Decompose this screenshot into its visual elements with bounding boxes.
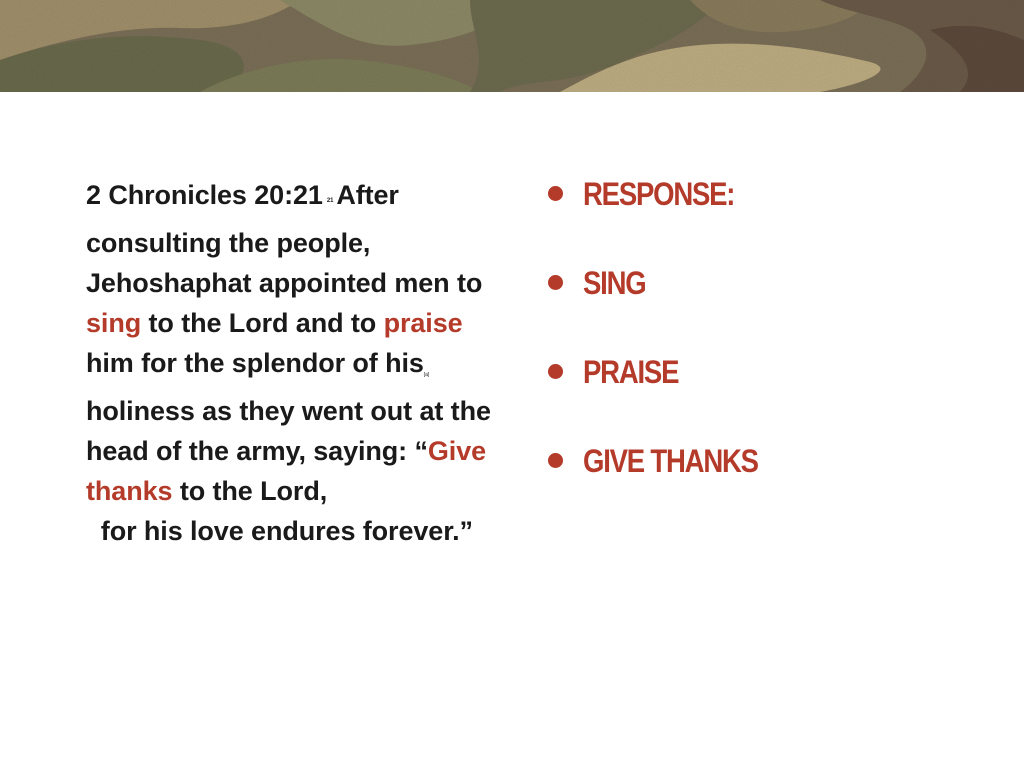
bullet-dot-icon <box>548 275 563 290</box>
scripture-text-part1: After consulting the people, Jehoshaphat appointed men to <box>86 180 483 298</box>
scripture-text-part5: to the Lord, <box>172 476 328 506</box>
bullet-item-praise <box>548 352 988 441</box>
scripture-text-part2: to the Lord and to <box>141 308 384 338</box>
verse-marker: 21 <box>326 198 334 204</box>
response-bullet-list <box>548 174 988 530</box>
bullet-dot-icon <box>548 364 563 379</box>
scripture-reference-verse: 21 <box>292 180 323 210</box>
bullet-label: PRAISE <box>583 354 679 390</box>
bullet-item-response <box>548 174 988 263</box>
scripture-text-part6: for his love endures forever.” <box>93 516 473 546</box>
bullet-dot-icon <box>548 453 563 468</box>
highlight-thanks: thanks <box>86 476 173 506</box>
bullet-item-sing <box>548 263 988 352</box>
scripture-passage <box>86 175 516 551</box>
camouflage-banner <box>0 0 1024 92</box>
footnote-marker: [a] <box>423 372 430 378</box>
highlight-sing: sing <box>86 308 142 338</box>
scripture-text-part3: him for the splendor of his <box>86 348 424 378</box>
scripture-text-part4: holiness as they went out at the head of the army, saying: “ <box>86 396 491 466</box>
bullet-label: GIVE THANKS <box>583 443 758 479</box>
highlight-give: Give <box>427 436 487 466</box>
bullet-label: RESPONSE: <box>583 176 735 212</box>
bullet-dot-icon <box>548 186 563 201</box>
camouflage-pattern-icon <box>0 0 1024 92</box>
bullet-label: SING <box>583 265 646 301</box>
bullet-item-give-thanks <box>548 441 988 530</box>
scripture-reference-book: 2 Chronicles 20: <box>86 180 293 210</box>
highlight-praise: praise <box>383 308 463 338</box>
